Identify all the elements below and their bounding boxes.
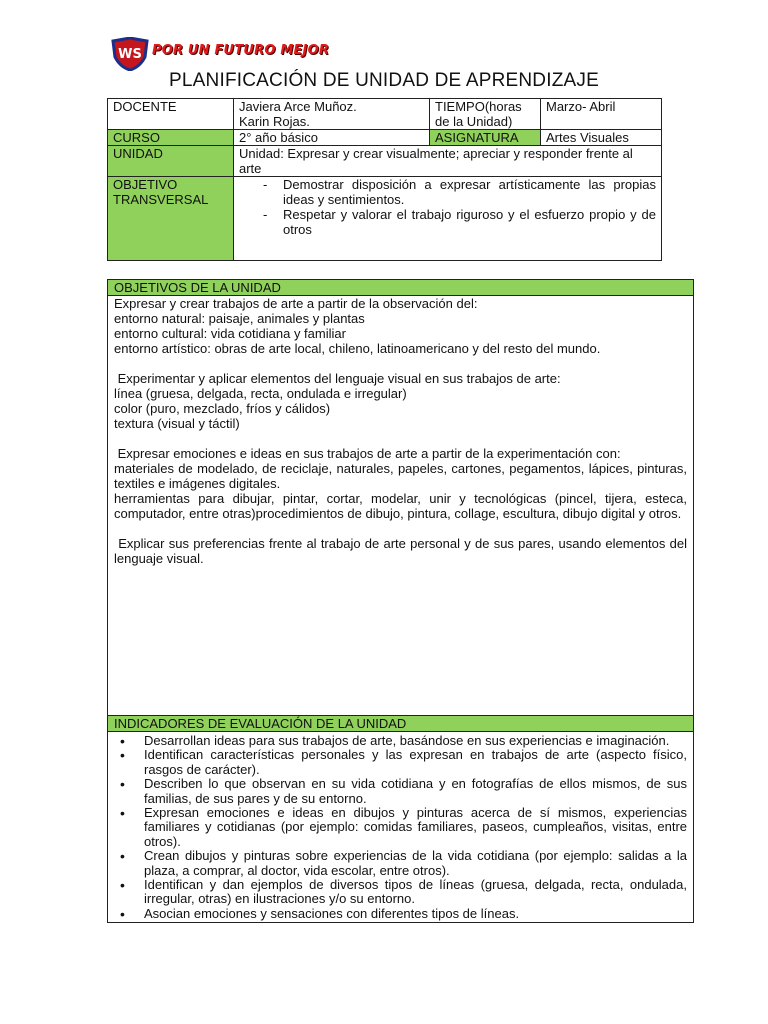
docente-name-1: Javiera Arce Muñoz. [239, 99, 357, 114]
tiempo-value: Marzo- Abril [541, 99, 662, 130]
asignatura-value: Artes Visuales [541, 130, 662, 146]
objetivo-line: Experimentar y aplicar elementos del lenguaje visual en sus trabajos de arte: [114, 371, 561, 386]
objetivo-item: - Respetar y valorar el trabajo riguroso y el esfuerzo propio y de otros [263, 207, 656, 237]
objetivo-line: Explicar sus preferencias frente al trabajo de arte personal y de sus pares, usando elementos del lenguaje visual. [114, 536, 691, 566]
objetivo-line: entorno natural: paisaje, animales y plantas [114, 311, 365, 326]
docente-value [234, 99, 430, 130]
docente-label: DOCENTE [108, 99, 234, 130]
info-table [107, 98, 662, 261]
unidad-value: Unidad: Expresar y crear visualmente; apreciar y responder frente al arte [234, 146, 662, 177]
indicador-item: • Desarrollan ideas para sus trabajos de arte, basándose en sus experiencias e imaginación. [144, 734, 687, 748]
unidad-label: UNIDAD [108, 146, 234, 177]
objetivo-line: entorno cultural: vida cotidiana y familiar [114, 326, 346, 341]
school-logo [110, 37, 350, 71]
indicador-item: • Asocian emociones y sensaciones con diferentes tipos de líneas. [144, 907, 687, 921]
objetivo-line: Expresar y crear trabajos de arte a partir de la observación del: [114, 296, 478, 311]
page-title: PLANIFICACIÓN DE UNIDAD DE APRENDIZAJE [169, 70, 599, 91]
indicador-item: • Expresan emociones e ideas en dibujos y pinturas acerca de sí mismos, experiencias familiares y cotidianas (por ejemplo: comidas familiares, paseos, cumpleaños, visitas, entre otros). [144, 806, 687, 849]
indicadores-body [108, 732, 694, 923]
docente-name-2: Karin Rojas. [239, 114, 310, 129]
asignatura-label: ASIGNATURA [430, 130, 541, 146]
objetivo-item: - Demostrar disposición a expresar artísticamente las propias ideas y sentimientos. [263, 177, 656, 207]
objetivo-transversal-label [108, 177, 234, 261]
tiempo-label-line1: TIEMPO(horas [435, 99, 522, 114]
logo-initials: WS [118, 47, 142, 62]
indicadores-header: INDICADORES DE EVALUACIÓN DE LA UNIDAD [108, 716, 694, 732]
objetivo-label-line2: TRANSVERSAL [113, 192, 209, 207]
objetivo-transversal-value [234, 177, 662, 261]
objetivo-line: materiales de modelado, de reciclaje, naturales, papeles, cartones, pegamentos, lápices, pinturas, textiles e imágenes digitales. [114, 461, 687, 491]
indicador-item: • Crean dibujos y pinturas sobre experiencias de la vida cotidiana (por ejemplo: salidas a la plaza, a comprar, al doctor, vida escolar, entre otros). [144, 849, 687, 878]
tiempo-label-line2: de la Unidad) [435, 114, 513, 129]
tiempo-label [430, 99, 541, 130]
objetivo-label-line1: OBJETIVO [113, 177, 178, 192]
objetivos-body [108, 296, 694, 716]
objetivo-line: línea (gruesa, delgada, recta, ondulada e irregular) [114, 386, 407, 401]
indicador-item: • Describen lo que observan en su vida cotidiana y en fotografías de ellos mismos, de sus familias, de sus pares y de su entorno. [144, 777, 687, 806]
objetivo-line: entorno artístico: obras de arte local, chileno, latinoamericano y del resto del mundo. [114, 341, 601, 356]
objetivo-line: color (puro, mezclado, fríos y cálidos) [114, 401, 331, 416]
indicador-item: • Identifican y dan ejemplos de diversos tipos de líneas (gruesa, delgada, recta, ondulada, irregular, otras) en ilustraciones y/o su entorno. [144, 878, 687, 907]
logo-text: POR UN FUTURO MEJOR [152, 43, 330, 58]
indicador-item: • Identifican características personales y las expresan en trabajos de arte (aspecto físico, rasgos de carácter). [144, 748, 687, 777]
objetivo-line: Expresar emociones e ideas en sus trabajos de arte a partir de la experimentación con: [114, 446, 621, 461]
curso-label: CURSO [108, 130, 234, 146]
objetivos-header: OBJETIVOS DE LA UNIDAD [108, 280, 694, 296]
curso-value: 2° año básico [234, 130, 430, 146]
shield-logo-icon [110, 37, 150, 71]
objetivo-line: herramientas para dibujar, pintar, cortar, modelar, unir y tecnológicas (pincel, tijera, esteca, computador, entre otras)procedimientos de dibujo, pintura, collage, escultura, dibujo digital y otros. [114, 491, 687, 521]
objetivo-line: textura (visual y táctil) [114, 416, 240, 431]
objetivos-table [107, 279, 694, 923]
